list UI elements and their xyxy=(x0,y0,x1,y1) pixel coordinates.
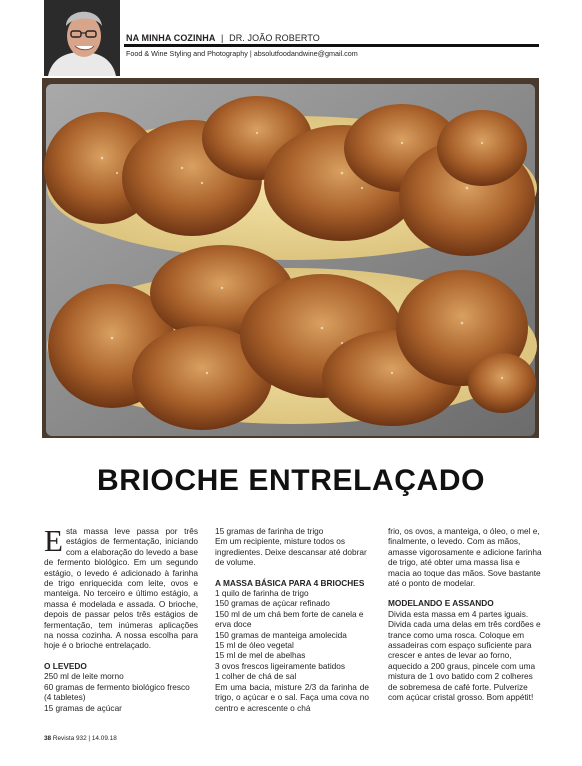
ingredient-item: 1 quilo de farinha de trigo xyxy=(215,588,309,599)
intro-text: sta massa leve passa por três estágios de fermentação, iniciando com a elaboração do levedo a base de fermento biológico. Em um segundo estágio, o levedo é adicionado à farinha de trigo enriquecida com leite, ovos e manteiga. No terceiro e último estágio, a massa é modelada e assada. O brioche, depois de passar pelos três estágios de fermentação, tem inúmeras aplicações na nossa cozinha. A nossa escolha para hoje é o brioche entrelaçado. xyxy=(44,526,198,651)
ingredient-item: 150 ml de um chá bem forte de canela e erva doce xyxy=(215,608,364,630)
issue-date: 14.09.18 xyxy=(91,735,117,742)
modelando-heading: MODELANDO E ASSANDO xyxy=(388,598,494,609)
text-column-1 xyxy=(44,523,198,713)
brioche-photo xyxy=(42,78,539,438)
text-column-3 xyxy=(388,526,542,703)
page-footer xyxy=(44,735,117,742)
drop-cap: E xyxy=(44,523,63,558)
intro-paragraph xyxy=(44,523,198,651)
column-title xyxy=(126,33,320,43)
column-name: NA MINHA COZINHA xyxy=(126,33,216,43)
massa-heading: A MASSA BÁSICA PARA 4 BRIOCHES xyxy=(215,577,365,588)
massa-method-end: frio, os ovos, a manteiga, o óleo, o mel e, finalmente, o levedo. Com as mãos, amasse vigorosamente e adicione farinha de trigo, até obter uma massa lisa e macia ao toque das mãos. Sove bastante até o ponto de modelar. xyxy=(388,526,542,589)
ingredient-item: 15 gramas de açúcar xyxy=(44,702,122,713)
massa-method-start: Em uma bacia, misture 2/3 da farinha de trigo, o açúcar e o sal. Faça uma cova no centro e acrescente o chá xyxy=(215,681,369,713)
ingredient-item: 15 gramas de farinha de trigo xyxy=(215,526,324,536)
title-separator: | xyxy=(221,33,224,43)
page-number: 38 xyxy=(44,735,52,742)
ingredient-item: 3 ovos frescos ligeiramente batidos xyxy=(215,660,346,671)
header-rule xyxy=(124,44,539,47)
ingredient-item: 15 ml de mel de abelhas xyxy=(215,650,306,661)
modelando-text: Divida esta massa em 4 partes iguais. Divida cada uma delas em três cordões e trance como uma rosca. Coloque em assadeiras com espaço suficiente para crescer e antes de levar ao forno, aquecido a 200 graus, pincele com uma mistura de 1 ovo batido com 2 colheres de sobremesa de café forte. Pulverize com açúcar cristal grosso. Bom appétit! xyxy=(388,608,541,703)
author-photo xyxy=(44,0,120,76)
header-subtitle: Food & Wine Styling and Photography | absolutfoodandwine@gmail.com xyxy=(126,49,358,58)
ingredient-item: 150 gramas de manteiga amolecida xyxy=(215,629,347,640)
column-header xyxy=(44,0,539,78)
article-title: BRIOCHE ENTRELAÇADO xyxy=(96,464,486,497)
magazine-name: Revista 932 xyxy=(52,735,87,742)
ingredient-item: 15 ml de óleo vegetal xyxy=(215,640,294,651)
footer-separator: | xyxy=(88,735,91,742)
levedo-heading: O LEVEDO xyxy=(44,660,87,671)
ingredient-item: 250 ml de leite morno xyxy=(44,671,124,682)
ingredient-item: 1 colher de chá de sal xyxy=(215,671,297,682)
author-name: DR. JOÃO ROBERTO xyxy=(229,33,320,43)
ingredient-item: 60 gramas de fermento biológico fresco (4 tabletes) xyxy=(44,681,190,703)
text-column-2 xyxy=(215,526,369,713)
levedo-method: Em um recipiente, misture todos os ingredientes. Deixe descansar até dobrar de volume. xyxy=(215,536,367,568)
ingredient-item: 150 gramas de açúcar refinado xyxy=(215,598,330,609)
